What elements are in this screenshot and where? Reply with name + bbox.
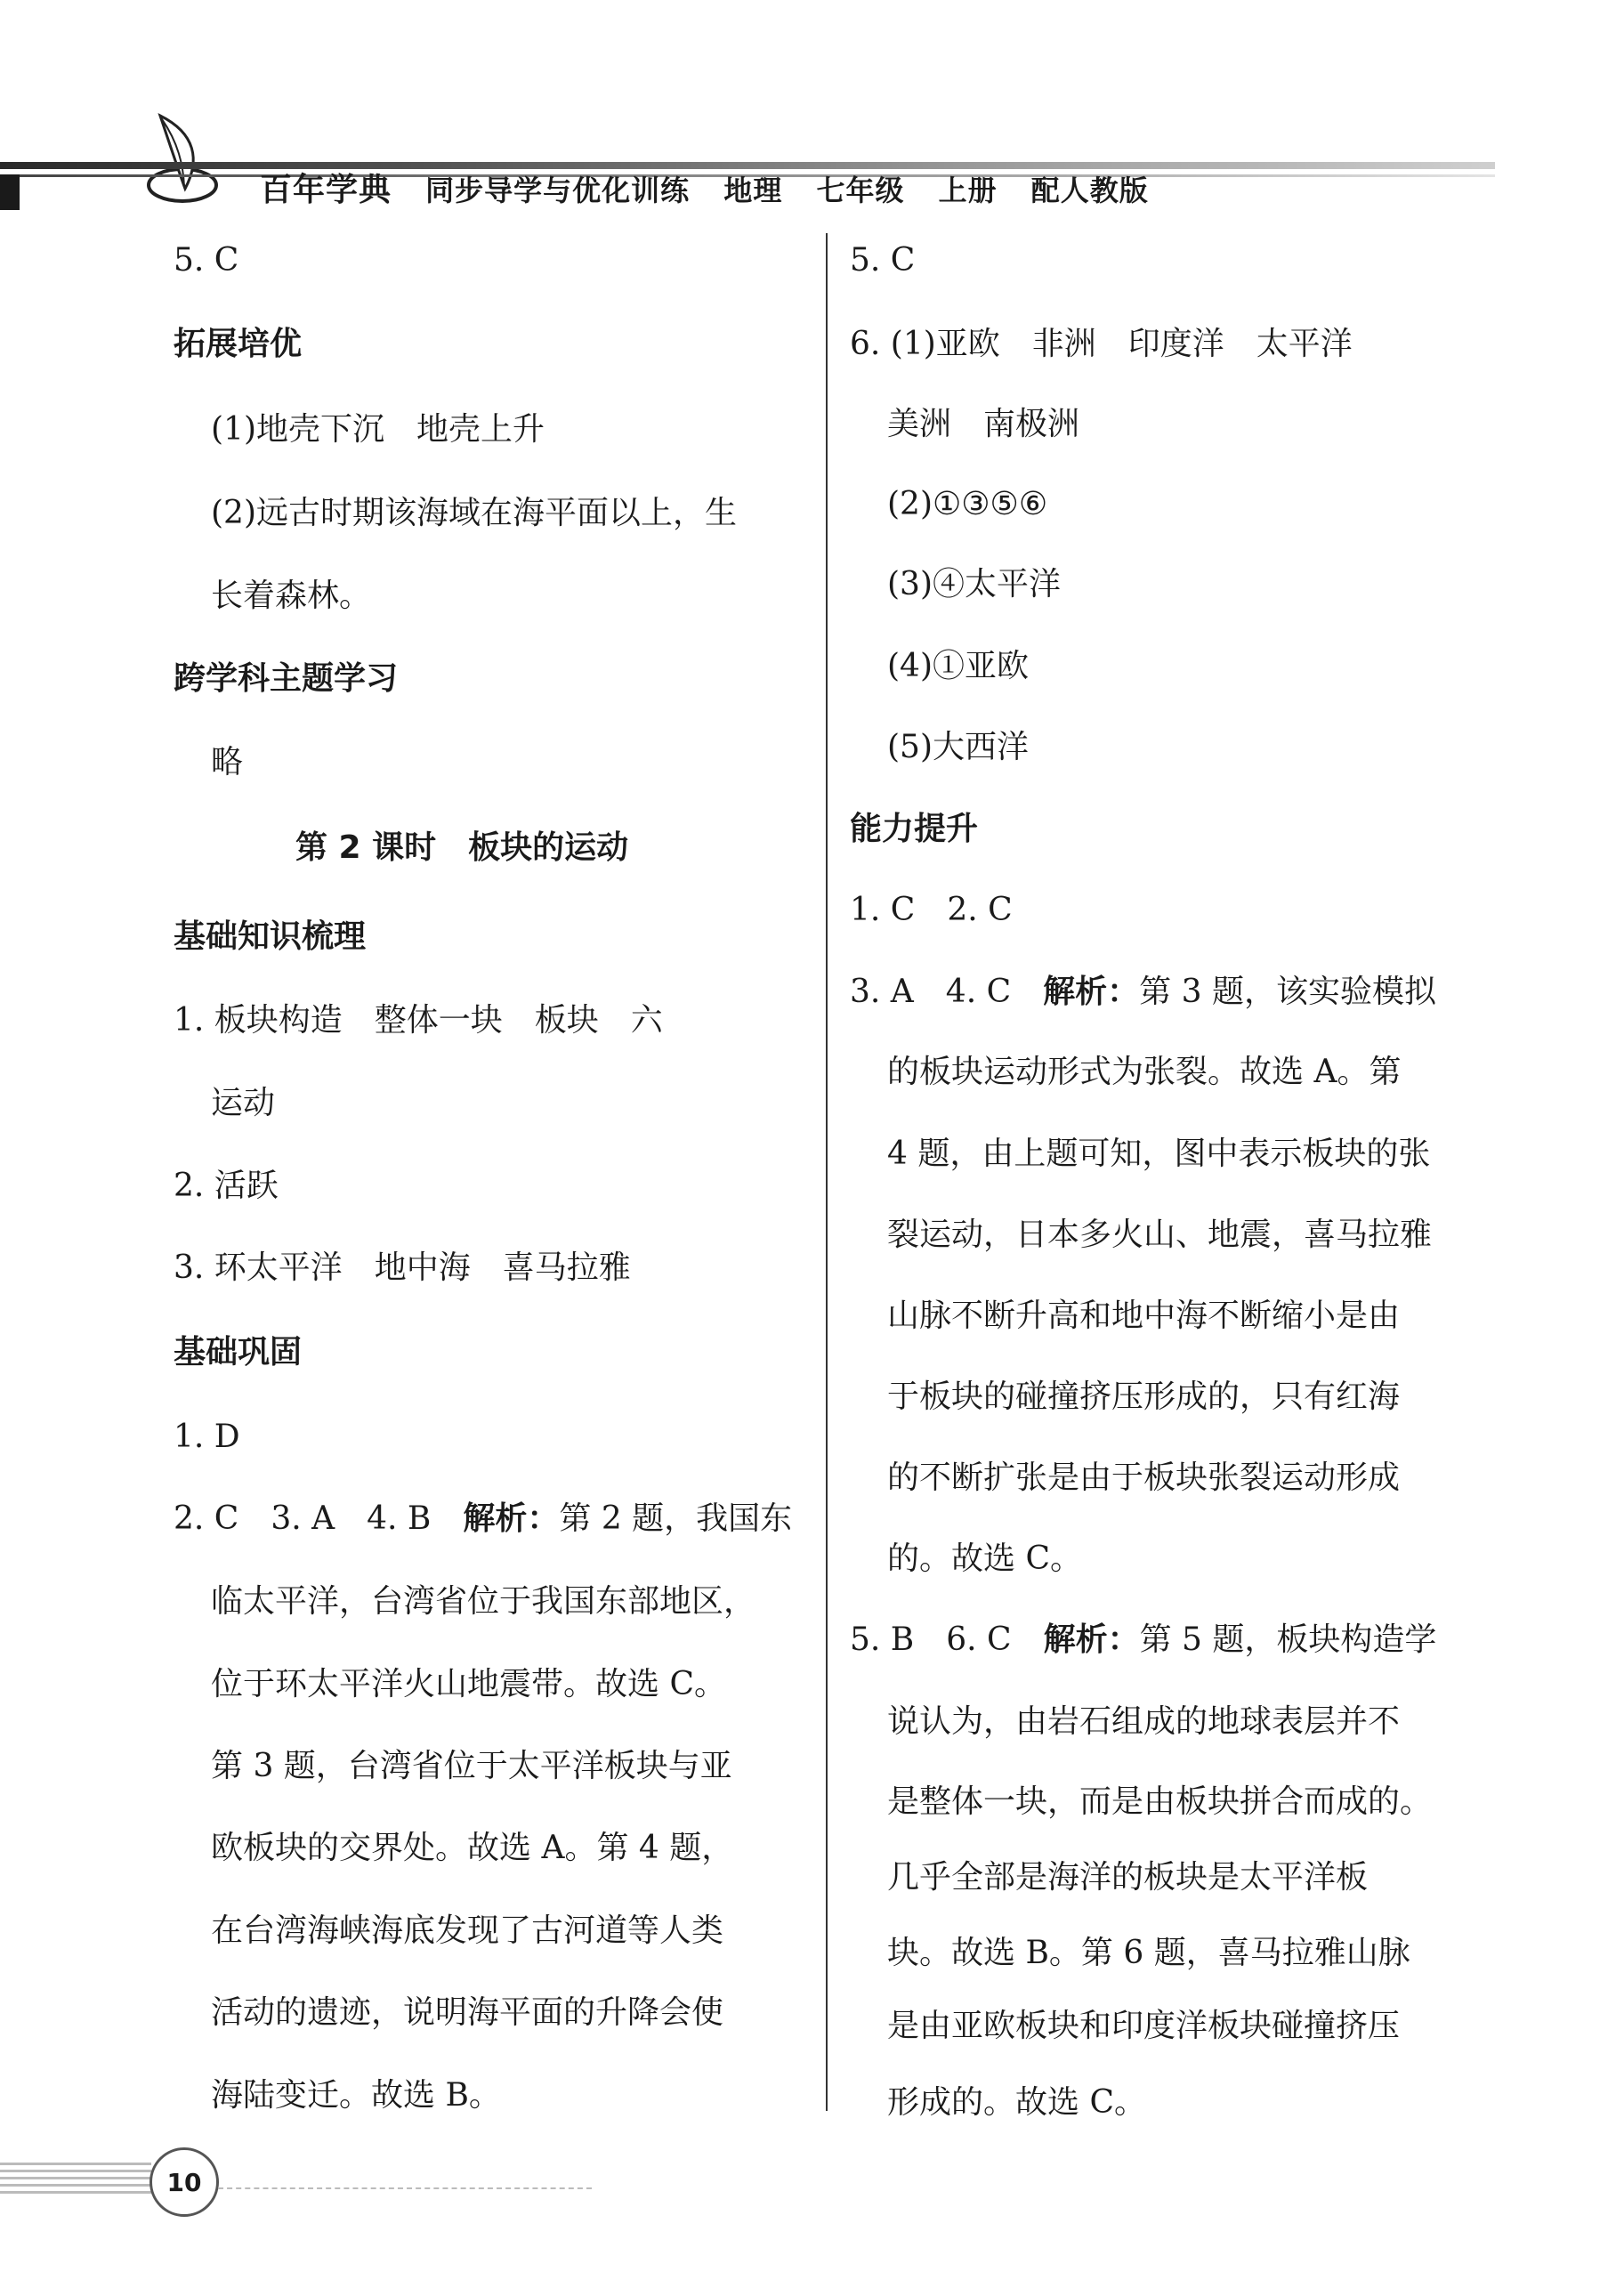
page-number (149, 2147, 219, 2217)
answer-line: 说认为，由岩石组成的地球表层并不 (887, 1703, 1401, 1740)
answer-text: 第 5 题，板块构造学 (1139, 1621, 1437, 1658)
answer-line: (4)①亚欧 (887, 648, 1029, 684)
answer-line: 5. C (174, 242, 239, 279)
answer-line: 的。故选 C。 (887, 1540, 1082, 1577)
footer-dashed-rule (218, 2187, 592, 2189)
answer-line: (5)大西洋 (887, 729, 1029, 765)
footer-stripes (0, 2163, 151, 2198)
answer-line: 在台湾海峡海底发现了古河道等人类 (211, 1912, 724, 1949)
header-grade: 七年级 (816, 174, 905, 207)
answer-line: 山脉不断升高和地中海不断缩小是由 (887, 1298, 1401, 1334)
header-brand: 百年学典 (260, 172, 392, 208)
analysis-label: 解析： (1043, 1621, 1140, 1658)
answer-line: 的不断扩张是由于板块张裂运动形成 (887, 1459, 1401, 1496)
answer-line: 3. 环太平洋 地中海 喜马拉雅 (174, 1249, 631, 1286)
answer-line: 运动 (211, 1085, 276, 1121)
answer-line: (2)远古时期该海域在海平面以上，生 (211, 495, 737, 531)
section-heading-ability: 能力提升 (850, 811, 979, 847)
answer-line: 6. (1)亚欧 非洲 印度洋 太平洋 (850, 326, 1353, 362)
answer-text: 2. C 3. A 4. B (174, 1500, 464, 1537)
answer-line: (3)④太平洋 (887, 566, 1061, 602)
running-header (260, 165, 1172, 210)
answer-line: 于板块的碰撞挤压形成的，只有红海 (887, 1379, 1401, 1415)
answer-line: 海陆变迁。故选 B。 (211, 2077, 501, 2114)
answer-line: 2. 活跃 (174, 1168, 279, 1204)
page-number-text: 10 (166, 2167, 202, 2197)
answer-line: 第 3 题，台湾省位于太平洋板块与亚 (211, 1748, 732, 1784)
answer-line: 长着森林。 (211, 578, 372, 614)
answer-line: 1. D (174, 1419, 240, 1455)
quill-logo-icon (142, 107, 222, 205)
answer-text: 第 2 题，我国东 (559, 1500, 793, 1537)
answer-line (850, 1618, 1436, 1662)
header-series: 同步导学与优化训练 (425, 174, 691, 207)
analysis-label: 解析： (463, 1500, 560, 1537)
answer-line: 是由亚欧板块和印度洋板块碰撞挤压 (887, 2008, 1401, 2044)
section-heading-cross: 跨学科主题学习 (174, 660, 399, 697)
answer-line (850, 970, 1436, 1015)
answer-line: 块。故选 B。第 6 题，喜马拉雅山脉 (887, 1935, 1410, 1971)
answer-line: 略 (211, 744, 244, 780)
lesson-title: 第 2 课时 板块的运动 (295, 829, 629, 866)
section-heading-consolidate: 基础巩固 (174, 1334, 303, 1370)
answer-line: 临太平洋，台湾省位于我国东部地区， (211, 1583, 756, 1620)
answer-text: 5. B 6. C (850, 1621, 1044, 1658)
answer-line: 1. C 2. C (850, 892, 1013, 928)
answer-line: 位于环太平洋火山地震带。故选 C。 (211, 1666, 726, 1702)
analysis-label: 解析： (1043, 974, 1140, 1010)
answer-line: 形成的。故选 C。 (887, 2084, 1146, 2121)
answer-line: 是整体一块，而是由板块拼合而成的。 (887, 1783, 1433, 1820)
answer-line: 1. 板块构造 整体一块 板块 六 (174, 1002, 663, 1039)
section-heading-basic: 基础知识梳理 (174, 918, 367, 955)
answer-line: 几乎全部是海洋的板块是太平洋板 (887, 1859, 1369, 1896)
answer-line: 美洲 南极洲 (887, 406, 1080, 442)
answer-line: 4 题，由上题可知，图中表示板块的张 (887, 1136, 1431, 1172)
answer-line: 的板块运动形式为张裂。故选 A。第 (887, 1054, 1402, 1090)
header-corner-block (0, 174, 20, 210)
answer-line: 裂运动，日本多火山、地震，喜马拉雅 (887, 1217, 1433, 1253)
header-volume: 上册 (938, 174, 998, 207)
answer-text: 第 3 题，该实验模拟 (1139, 974, 1436, 1010)
answer-line: (1)地壳下沉 地壳上升 (211, 411, 545, 448)
answer-line: 欧板块的交界处。故选 A。第 4 题， (211, 1830, 734, 1866)
answer-line (174, 1497, 792, 1541)
answer-line: 5. C (850, 242, 916, 279)
header-subject: 地理 (723, 174, 783, 207)
header-edition: 配人教版 (1030, 174, 1149, 207)
section-heading-extend: 拓展培优 (174, 326, 303, 362)
column-divider (826, 233, 828, 2111)
answer-text: 3. A 4. C (850, 974, 1044, 1010)
answer-line: (2)①③⑤⑥ (887, 486, 1048, 522)
answer-line: 活动的遗迹，说明海平面的升降会使 (211, 1994, 724, 2031)
